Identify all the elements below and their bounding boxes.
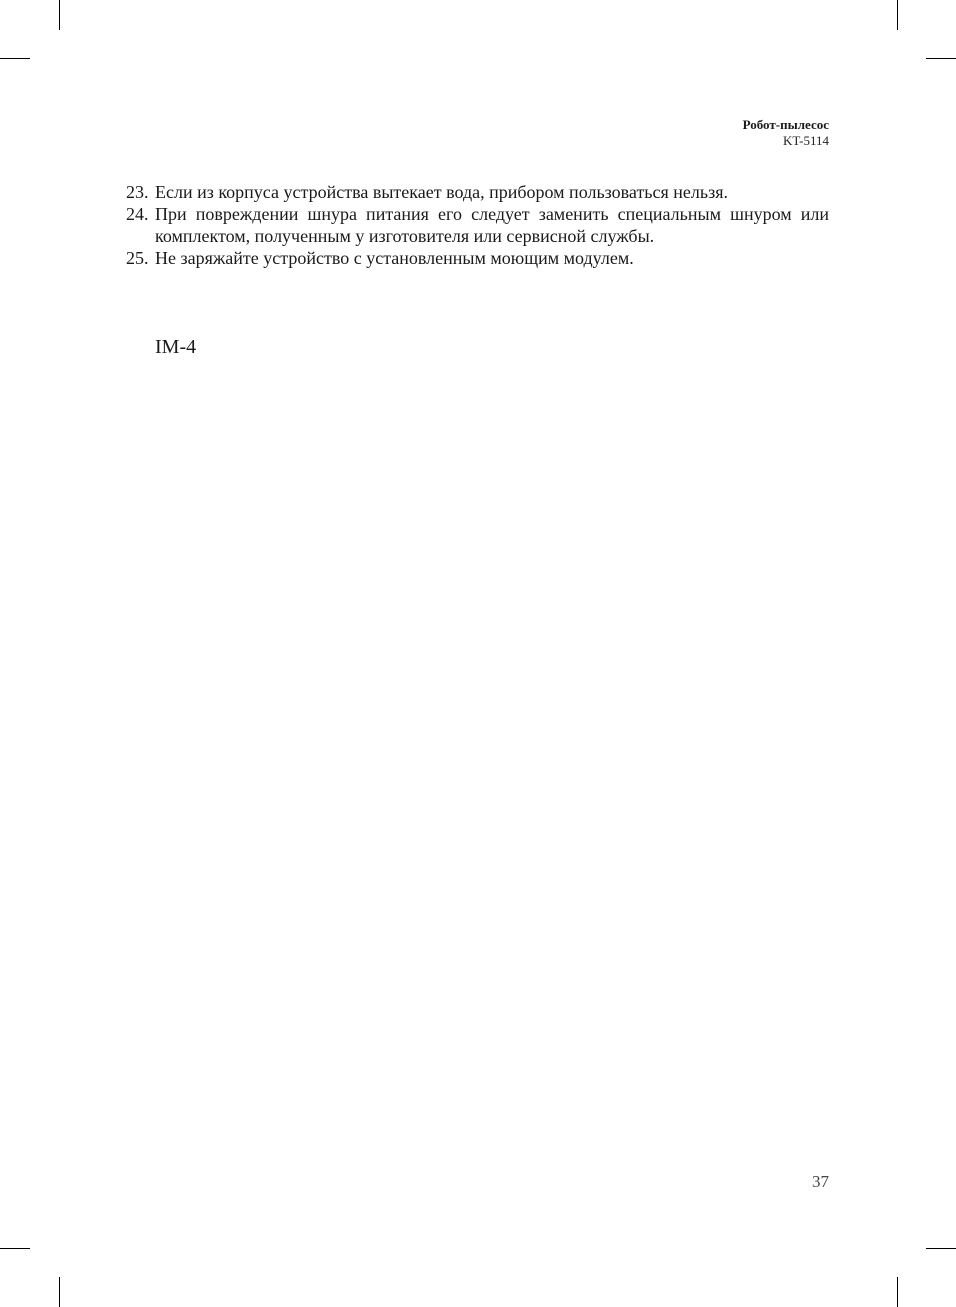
- crop-mark-top-left-horizontal: [0, 58, 30, 59]
- item-text: Не заряжайте устройство с установленным моющим модулем.: [155, 248, 634, 268]
- crop-mark-bottom-right-horizontal: [926, 1248, 956, 1249]
- item-text: Если из корпуса устройства вытекает вода, прибором пользоваться нельзя.: [155, 182, 728, 202]
- page-number: 37: [812, 1172, 829, 1191]
- item-number: 25.: [126, 248, 149, 268]
- item-text: При повреждении шнура питания его следует заменить специальным шнуром или комплектом, полученным у изготовителя или сервисной службы.: [155, 204, 829, 246]
- crop-mark-bottom-right-vertical: [897, 1277, 898, 1307]
- list-item: [126, 203, 829, 247]
- crop-mark-top-right-vertical: [897, 0, 898, 30]
- document-code: IM-4: [155, 336, 197, 358]
- item-number: 24.: [126, 204, 149, 224]
- page-header: [743, 117, 829, 149]
- item-number: 23.: [126, 182, 149, 202]
- product-model: KT-5114: [783, 133, 829, 148]
- crop-mark-top-left-vertical: [59, 0, 60, 30]
- crop-mark-bottom-left-vertical: [59, 1277, 60, 1307]
- list-item: [126, 181, 829, 203]
- safety-instructions-list: [126, 181, 829, 269]
- product-title: Робот-пылесос: [742, 117, 829, 132]
- crop-mark-bottom-left-horizontal: [0, 1248, 30, 1249]
- crop-mark-top-right-horizontal: [926, 58, 956, 59]
- list-item: [126, 247, 829, 269]
